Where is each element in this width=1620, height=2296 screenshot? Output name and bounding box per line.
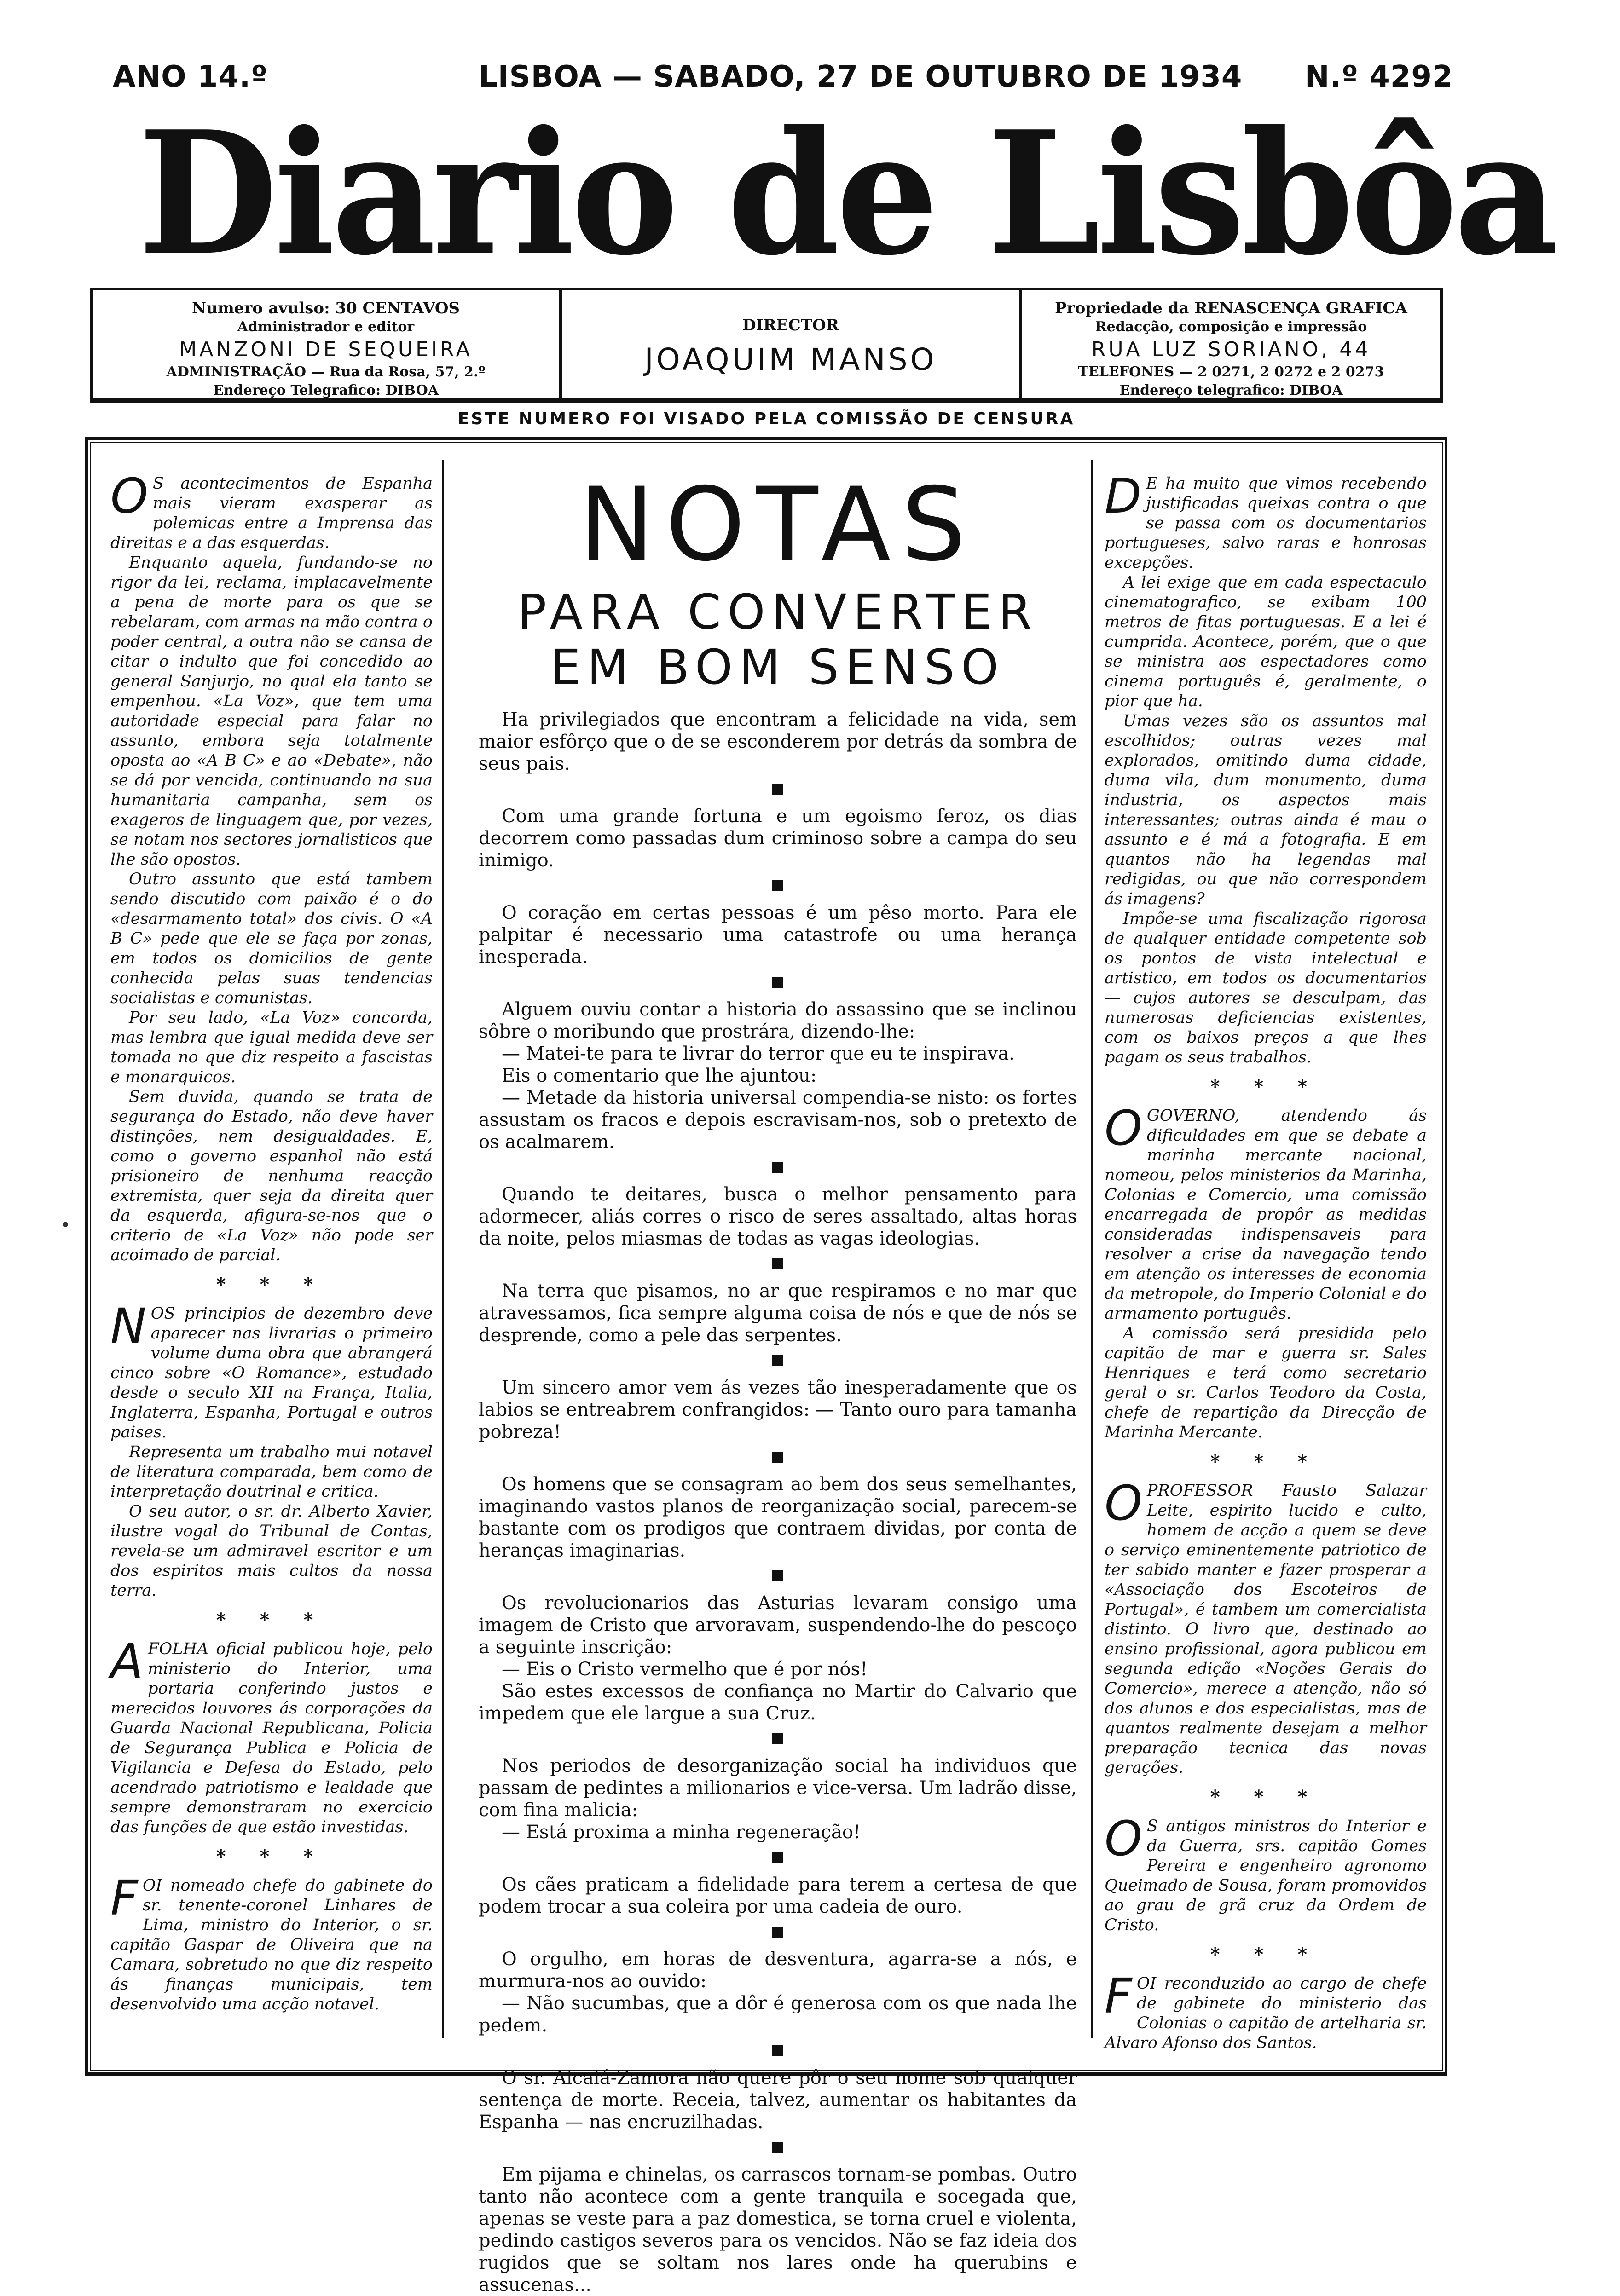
- article-romance: [110, 1298, 433, 1442]
- telegraph: Endereço telegrafico: DIBOA: [1119, 382, 1343, 398]
- paragraph: Representa um trabalho mui notavel de literatura comparada, bem como de interpretação doutrinal e critica.: [110, 1443, 433, 1501]
- square-separator: [479, 1846, 1077, 1864]
- note: O orgulho, em horas de desventura, agarra-se a nós, e murmura-nos ao ouvido:: [479, 1949, 1077, 1992]
- dateline: LISBOA — SABADO, 27 DE OUTUBRO DE 1934: [479, 60, 1243, 94]
- note: Os revolucionarios das Asturias levaram consigo uma imagem de Cristo que arvoravam, suspendendo-lhe do pescoço a seguinte inscrição:: [479, 1592, 1077, 1658]
- square-separator: [479, 2136, 1077, 2154]
- info-center: [562, 290, 1022, 398]
- right-column: [1105, 468, 1427, 2053]
- owner-line: Propriedade da RENASCENÇA GRAFICA: [1055, 299, 1407, 317]
- margin-mark: •: [60, 1215, 71, 1236]
- director-label: DIRECTOR: [742, 316, 839, 335]
- notas-subtitle-2: EM BOM SENSO: [550, 639, 1006, 695]
- paragraph: Impõe-se uma fiscalização rigorosa de qualquer entidade competente sob os pontos de vista intelectual e artistico, em todos os documentarios — cujos autores se desculpam, das numerosas deficiencias existentes, com os baixos preços a que lhes pagam os seus trabalhos.: [1105, 910, 1427, 1067]
- admin-address: ADMINISTRAÇÃO — Rua da Rosa, 57, 2.º: [166, 364, 486, 380]
- paragraph: GOVERNO, atendendo ás dificuldades em que se debate a marinha mercante nacional, nomeou, pelos ministerios da Marinha, Colonias e Comercio, uma comissão encarregada de propôr as medidas consideradas indispensaveis para resolver a crise da navegação tendo em atenção os interesses de economia da metropole, do Imperio Colonial e do armamento português.: [1105, 1107, 1427, 1323]
- director-name: JOAQUIM MANSO: [644, 342, 937, 377]
- article-espanha: [110, 468, 433, 553]
- article-chefe-gabinete: [110, 1870, 433, 2014]
- paragraph: Enquanto aquela, fundando-se no rigor da lei, reclama, implacavelmente a pena de morte para os que se rebelaram, com armas na mão contra o poder central, a outra não se cansa de citar o indulto que foi concedido ao general Sanjurjo, no qual ela tanto se empenhou. «La Voz», que tem uma autoridade especial para falar no assunto, embora seja totalmente oposta ao «A B C» e ao «Debate», não se dá por vencida, continuando na sua humanitaria campanha, sem os exageros de linguagem que, por vezes, se notam nos sectores jornalisticos que lhe são opostos.: [110, 554, 433, 869]
- drop-cap: D: [1105, 468, 1142, 524]
- separator-stars: * * *: [216, 1609, 327, 1631]
- price-line: Numero avulso: 30 CENTAVOS: [192, 299, 460, 317]
- note: Os homens que se consagram ao bem dos seus semelhantes, imaginando vastos planos de reorganização social, parecem-se bastante com os prodigos que contraem dividas, por conta de heranças imaginarias.: [479, 1474, 1077, 1561]
- drop-cap: F: [110, 1870, 138, 1926]
- paragraph: Outro assunto que está tambem sendo discutido com paixão é o do «desarmamento total» dos civis. O «A B C» pede que ele se faça por zonas, em todos os domicilios de gente conhecida pelas suas tendencias socialistas e comunistas.: [110, 870, 433, 1007]
- square-separator: [479, 1727, 1077, 1746]
- paragraph: S antigos ministros do Interior e da Guerra, srs. capitão Gomes Pereira e engenheiro agronomo Queimado de Sousa, foram promovidos ao grau de grã cruz da Ordem de Cristo.: [1105, 1817, 1427, 1934]
- admin-telegraph: Endereço Telegrafico: DIBOA: [213, 382, 439, 398]
- paragraph: OS principios de dezembro deve aparecer nas livrarias o primeiro volume duma obra que abrangerá cinco sobre «O Romance», estudado desde o seculo XII na França, Italia, Inglaterra, Espanha, Portugal e outros paises.: [110, 1304, 433, 1442]
- square-separator: [479, 1446, 1077, 1464]
- print-address: RUA LUZ SORIANO, 44: [1091, 338, 1371, 361]
- drop-cap: F: [1105, 1968, 1132, 2024]
- note: Alguem ouviu contar a historia do assassino que se inclinou sôbre o moribundo que prostrára, dizendo-lhe:: [479, 999, 1077, 1042]
- paragraph: FOLHA oficial publicou hoje, pelo ministerio do Interior, uma portaria conferindo justos e merecidos louvores ás corporações da Guarda Nacional Republicana, Policia de Segurança Publica e Policia de Vigilancia e Defesa do Estado, pelo acendrado patriotismo e lealdade que sempre demonstraram no exercicio das funções de que estão investidas.: [110, 1640, 433, 1836]
- note: Nos periodos de desorganização social ha individuos que passam de pedintes a milionarios e vice-versa. Um ladrão disse, com fina malicia:: [479, 1755, 1077, 1821]
- masthead: Diario de Lisbôa: [138, 93, 1555, 293]
- issue-year: ANO 14.º: [113, 60, 268, 94]
- issue-number: N.º 4292: [1305, 60, 1453, 94]
- note: — Eis o Cristo vermelho que é por nós!: [502, 1659, 868, 1680]
- note: Ha privilegiados que encontram a felicidade na vida, sem maior esfôrço que o de se esconderem por detrás da sombra de seus pais.: [479, 709, 1077, 774]
- separator-stars: * * *: [1210, 1786, 1321, 1808]
- print-label: Redacção, composição e impressão: [1095, 319, 1367, 335]
- note: O sr. Alcalá-Zamora não quere pôr o seu nome sob qualquer sentença de morte. Receia, talvez, aumentar os habitantes da Espanha — nas encruzilhadas.: [479, 2067, 1077, 2133]
- note: Na terra que pisamos, no ar que respiramos e no mar que atravessamos, fica sempre alguma coisa de nós e que de nós se desprende, como a pele das serpentes.: [479, 1281, 1077, 1346]
- drop-cap: O: [1105, 1475, 1142, 1531]
- note: — Metade da historia universal compendia-se nisto: os fortes assustam os fracos e depois escravisam-nos, sob o pretexto de os acalmarem.: [479, 1087, 1077, 1153]
- separator-stars: * * *: [216, 1274, 327, 1295]
- note: Eis o comentario que lhe ajuntou:: [502, 1065, 817, 1086]
- square-separator: [479, 1564, 1077, 1583]
- paragraph: A lei exige que em cada espectaculo cinematografico, se exibam 100 metros de fitas portuguesas. E a lei é cumprida. Acontece, porém, que o que se ministra aos espectadores como cinema português é, geralmente, o pior que ha.: [1105, 573, 1427, 710]
- center-column: [479, 466, 1077, 2296]
- admin-name: MANZONI DE SEQUEIRA: [179, 338, 473, 361]
- info-right: [1022, 290, 1440, 398]
- info-left: [93, 290, 562, 398]
- drop-cap: O: [110, 468, 148, 524]
- square-separator: [479, 1921, 1077, 1939]
- column-rule-left: [442, 460, 444, 2038]
- drop-cap: N: [110, 1298, 146, 1354]
- note: Um sincero amor vem ás vezes tão inesperadamente que os labios se entreabrem confrangidos: — Tanto ouro para tamanha pobreza!: [479, 1377, 1077, 1442]
- separator-stars: * * *: [1210, 1451, 1321, 1472]
- note: Quando te deitares, busca o melhor pensamento para adormecer, aliás corres o risco de seres assaltado, altas horas da noite, pelos miasmas de todas as vagas ideologias.: [479, 1184, 1077, 1249]
- info-box: [90, 288, 1443, 403]
- paragraph: S acontecimentos de Espanha mais vieram exasperar as polemicas entre a Imprensa das direitas e a das esquerdas.: [110, 474, 433, 552]
- admin-label: Administrador e editor: [237, 319, 415, 335]
- article-professor: [1105, 1475, 1427, 1778]
- note: Os cães praticam a fidelidade para terem a certesa de que podem trocar a sua coleira por uma cadeia de ouro.: [479, 1874, 1077, 1917]
- paragraph: Por seu lado, «La Voz» concorda, mas lembra que igual medida deve ser tomada no que diz respeito a fascistas e monarquicos.: [110, 1009, 433, 1086]
- phones: TELEFONES — 2 0271, 2 0272 e 2 0273: [1078, 364, 1384, 380]
- left-column: [110, 468, 433, 2014]
- paragraph: PROFESSOR Fausto Salazar Leite, espirito lucido e culto, homem de acção a quem se deve o serviço eminentemente patriotico de ter sabido manter e fazer prosperar a «Associação dos Escoteiros de Portugal», é tambem um comercialista distinto. O livro que, destinado ao ensino profissional, agora publicou em segunda edição «Noções Gerais do Comercio», merece a atenção, não só dos alunos e dos especialistas, mas de quantos realmente desejam a melhor preparação tecnica das novas gerações.: [1105, 1482, 1427, 1777]
- square-separator: [479, 971, 1077, 989]
- article-documentarios: [1105, 468, 1427, 573]
- paragraph: A comissão será presidida pelo capitão de mar e guerra sr. Sales Henriques e terá como secretario geral o sr. Carlos Teodoro da Costa, chefe de repartição da Direcção de Marinha Mercante.: [1105, 1324, 1427, 1442]
- square-separator: [479, 1252, 1077, 1271]
- note: Com uma grande fortuna e um egoismo feroz, os dias decorrem como passadas dum criminoso sobre a campa do seu inimigo.: [479, 806, 1077, 871]
- note: O coração em certas pessoas é um pêso morto. Para ele palpitar é necessario uma catastrofe ou uma herança inesperada.: [479, 902, 1077, 968]
- note: — Está proxima a minha regeneração!: [502, 1822, 861, 1843]
- square-separator: [479, 2039, 1077, 2058]
- note: — Não sucumbas, que a dôr é generosa com os que nada lhe pedem.: [479, 1993, 1077, 2036]
- paragraph: OI nomeado chefe do gabinete do sr. tenente-coronel Linhares de Lima, ministro do Interior, o sr. capitão Gaspar de Oliveira que na Camara, sobretudo no que diz respeito ás finanças municipais, tem desenvolvido uma acção notavel.: [110, 1876, 433, 2013]
- separator-stars: * * *: [216, 1846, 327, 1867]
- notas-title: NOTAS: [579, 466, 977, 583]
- note: — Matei-te para te livrar do terror que eu te inspirava.: [502, 1043, 1015, 1064]
- paragraph: Umas vezes são os assuntos mal escolhidos; outras vezes mal explorados, omitindo duma cidade, duma vila, dum monumento, duma industria, os aspectos mais interessantes; outras ainda é mau o assunto e é má a fotografia. E em quantos não ha legendas mal redigidas, ou que não correspondem ás imagens?: [1105, 712, 1427, 908]
- square-separator: [479, 1349, 1077, 1367]
- paragraph: O seu autor, o sr. dr. Alberto Xavier, ilustre vogal do Tribunal de Contas, revela-se um admiravel escritor e um dos espiritos mais cultos da nossa terra.: [110, 1502, 433, 1600]
- square-separator: [479, 1156, 1077, 1174]
- paragraph: OI reconduzido ao cargo de chefe de gabinete do ministerio das Colonias o capitão de artelharia sr. Alvaro Afonso dos Santos.: [1105, 1974, 1427, 2052]
- notas-subtitle-1: PARA CONVERTER: [517, 584, 1038, 640]
- square-separator: [479, 874, 1077, 893]
- separator-stars: * * *: [1210, 1944, 1321, 1965]
- paragraph: E ha muito que vimos recebendo justificadas queixas contra o que se passa com os documentarios portugueses, salvo raras e honrosas excepções.: [1105, 474, 1427, 572]
- censorship-notice: ESTE NUMERO FOI VISADO PELA COMISSÃO DE CENSURA: [457, 410, 1075, 428]
- article-marinha: [1105, 1100, 1427, 1324]
- square-separator: [479, 778, 1077, 796]
- article-ministros: [1105, 1811, 1427, 1935]
- column-rule-right: [1091, 460, 1093, 2038]
- article-reconduzido: [1105, 1968, 1427, 2053]
- paragraph: Sem duvida, quando se trata de segurança do Estado, não deve haver distinções, nem desigualdades. E, como o governo espanhol não está prisioneiro de nenhuma reacção extremista, quer seja da direita quer da esquerda, afigura-se-nos que o criterio de «La Voz» não pode ser acoimado de parcial.: [110, 1088, 433, 1264]
- drop-cap: O: [1105, 1100, 1142, 1156]
- note: São estes excessos de confiança no Martir do Calvario que impedem que ele largue a sua Cruz.: [479, 1681, 1077, 1724]
- drop-cap: A: [110, 1633, 144, 1690]
- article-folha-oficial: [110, 1633, 433, 1837]
- drop-cap: O: [1105, 1811, 1142, 1867]
- note: Em pijama e chinelas, os carrascos tornam-se pombas. Outro tanto não acontece com a gente tranquila e socegada que, apenas se veste para a paz domestica, se torna cruel e violenta, pedindo castigos severos para os vencidos. Não se faz ideia dos rugidos que se soltam nos lares onde ha querubins e assucenas...: [479, 2164, 1077, 2296]
- separator-stars: * * *: [1210, 1076, 1321, 1097]
